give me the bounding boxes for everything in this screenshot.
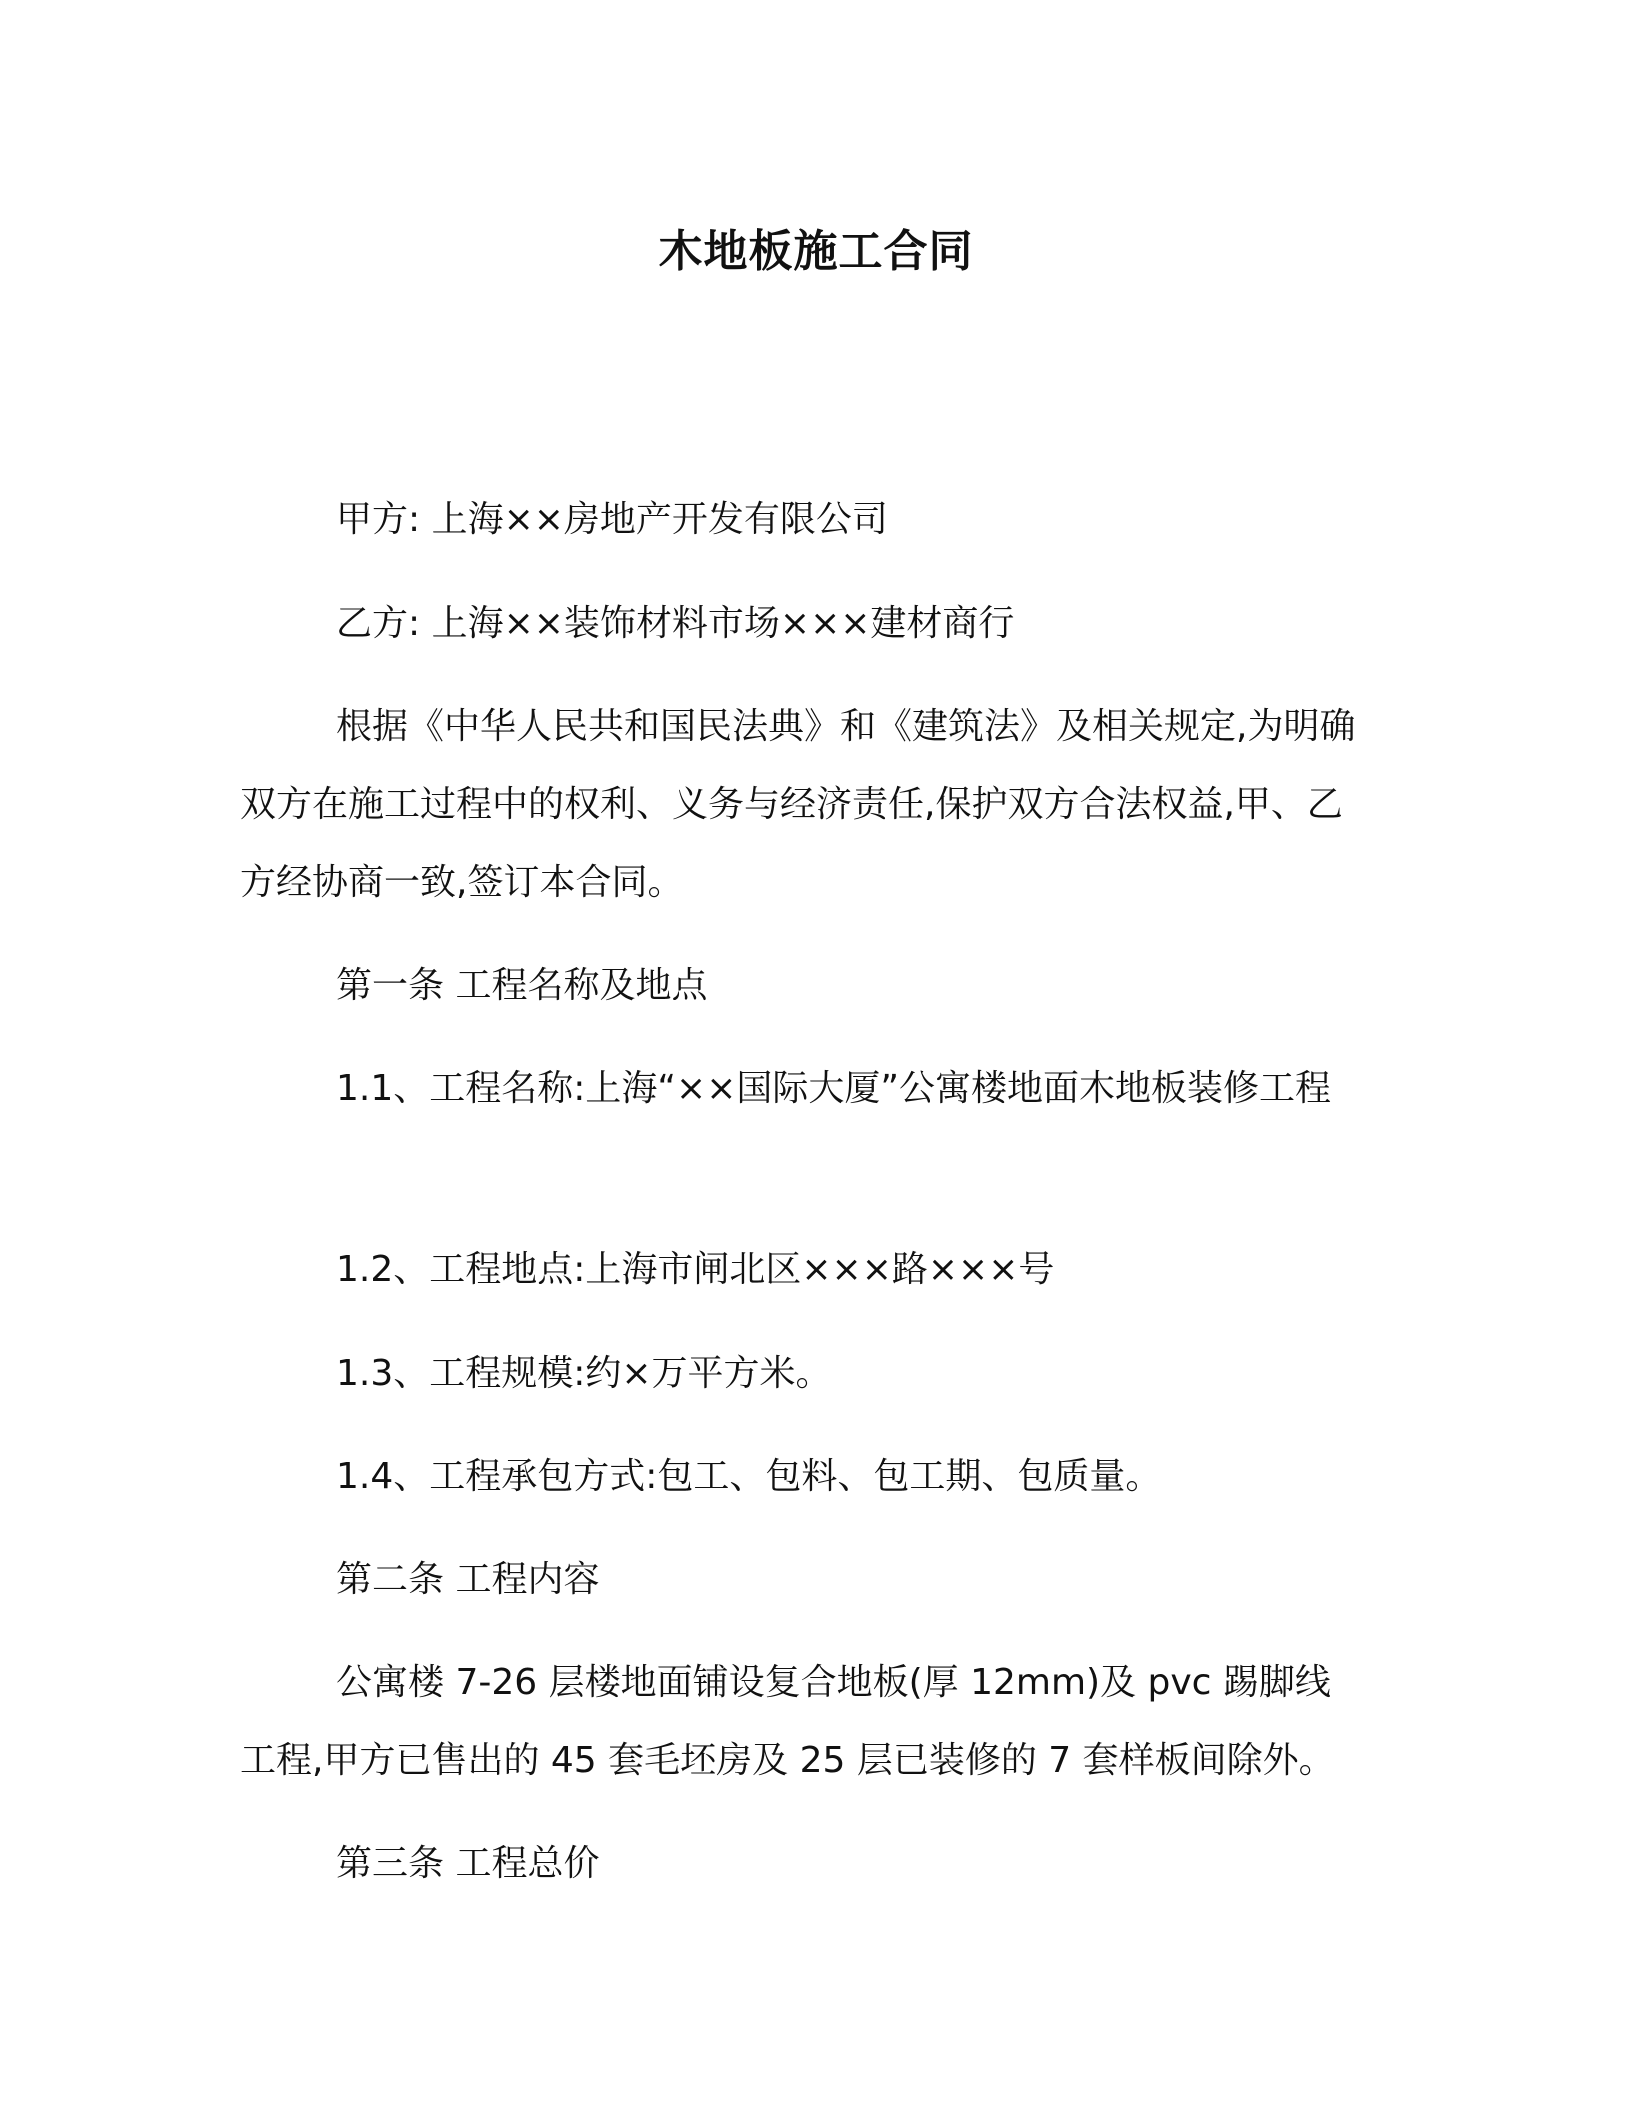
- article-3-heading: 第三条 工程总价: [336, 1843, 600, 1884]
- article-2-content: 公寓楼 7-26 层楼地面铺设复合地板(厚 12mm)及 pvc 踢脚线工程,甲方已售出的 45 套毛坯房及 25 层已装修的 7 套样板间除外。: [240, 1662, 1335, 1781]
- party-b-line: 乙方: 上海××装饰材料市场×××建材商行: [336, 603, 1015, 644]
- document-title: 木地板施工合同: [658, 226, 974, 277]
- clause-1-1: 1.1、工程名称:上海“××国际大厦”公寓楼地面木地板装修工程: [336, 1068, 1332, 1109]
- article-1-heading: 第一条 工程名称及地点: [336, 965, 708, 1006]
- party-a-line: 甲方: 上海××房地产开发有限公司: [336, 499, 888, 540]
- clause-1-2: 1.2、工程地点:上海市闸北区×××路×××号: [336, 1249, 1055, 1290]
- clause-1-4: 1.4、工程承包方式:包工、包料、包工期、包质量。: [336, 1456, 1162, 1497]
- article-2-heading: 第二条 工程内容: [336, 1559, 600, 1600]
- clause-1-3: 1.3、工程规模:约×万平方米。: [336, 1353, 832, 1394]
- intro-paragraph: 根据《中华人民共和国民法典》和《建筑法》及相关规定,为明确双方在施工过程中的权利、义务与经济责任,保护双方合法权益,甲、乙方经协商一致,签订本合同。: [240, 706, 1356, 903]
